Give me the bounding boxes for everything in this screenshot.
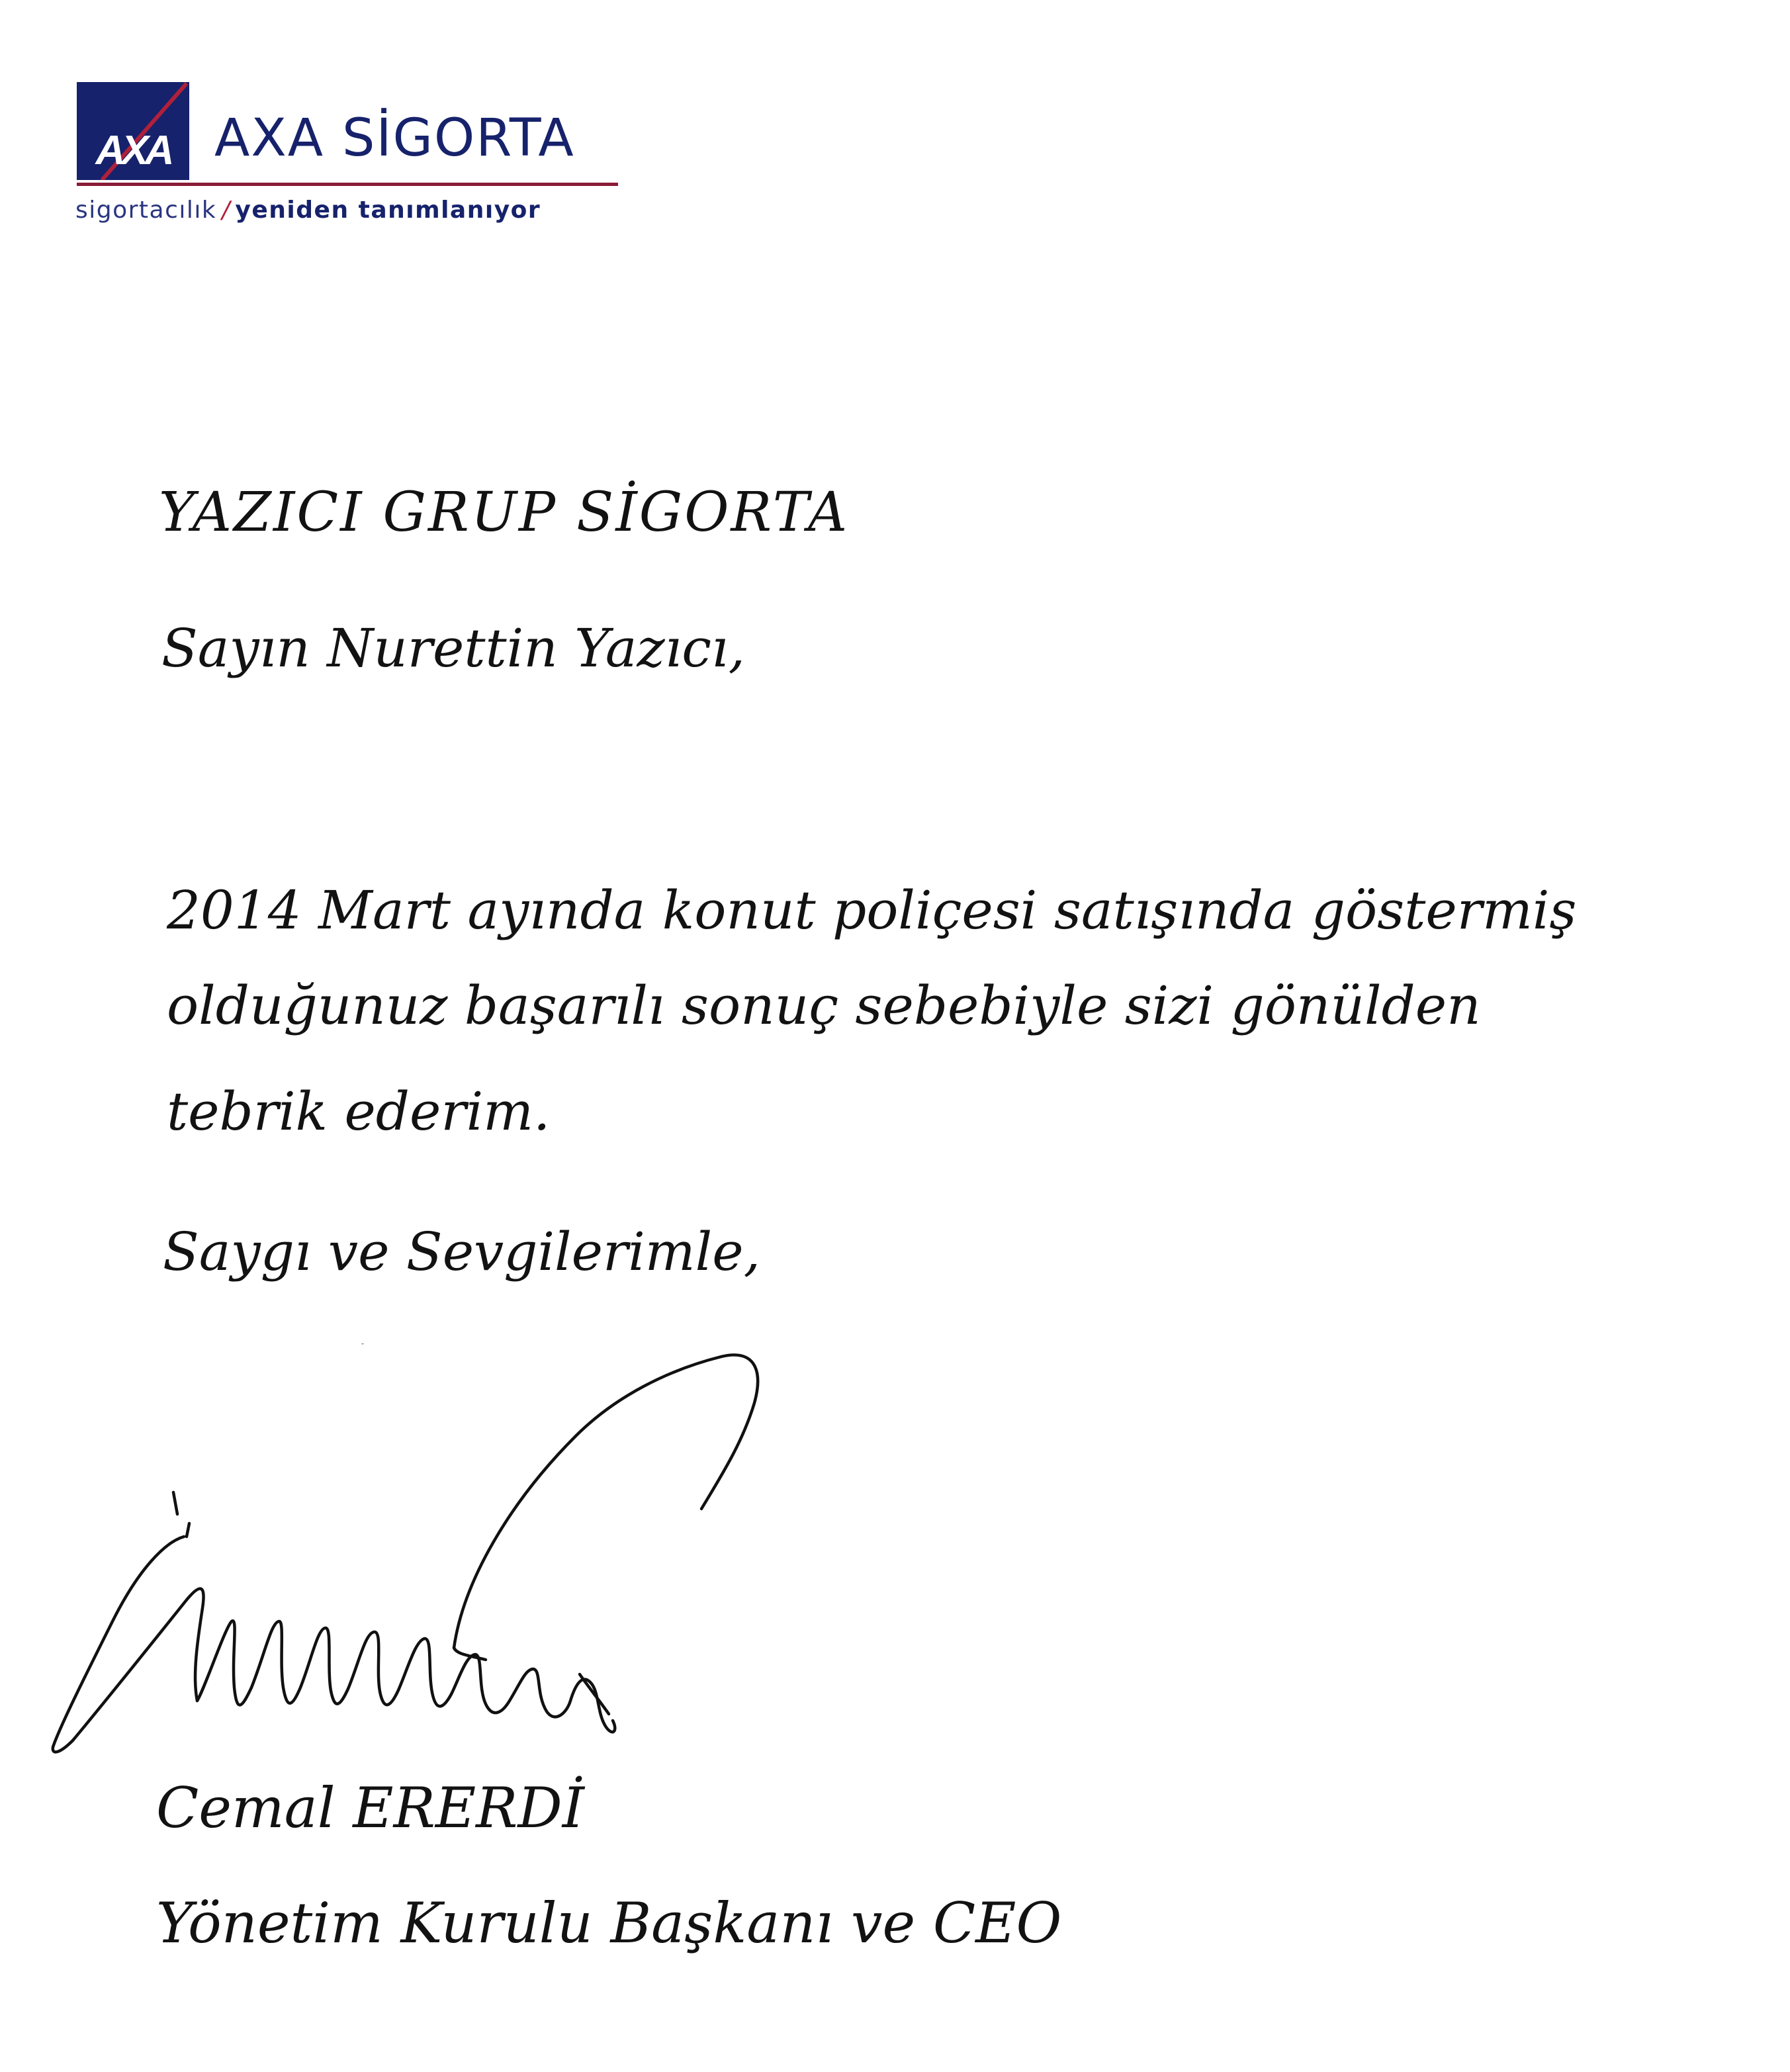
signer-title: Yönetim Kurulu Başkanı ve CEO bbox=[156, 1891, 1062, 1956]
recipient-company: YAZICI GRUP SİGORTA bbox=[159, 481, 850, 544]
brand-divider bbox=[77, 183, 618, 186]
body-line: olduğunuz başarılı sonuç sebebiyle sizi gönülden bbox=[167, 975, 1481, 1036]
letterhead bbox=[73, 78, 622, 237]
body-line: 2014 Mart ayında konut poliçesi satışında göstermiş bbox=[167, 879, 1577, 941]
tagline-light-text: sigortacılık bbox=[75, 197, 217, 224]
tagline-slash: / bbox=[222, 197, 230, 224]
axa-logo bbox=[77, 82, 189, 180]
svg-text:AXA: AXA bbox=[95, 128, 171, 173]
handwritten-signature bbox=[33, 1343, 761, 1767]
tagline-bold-text: yeniden tanımlanıyor bbox=[235, 197, 541, 224]
brand-name: AXA SİGORTA bbox=[214, 109, 575, 168]
salutation: Sayın Nurettin Yazıcı, bbox=[161, 617, 746, 679]
body-line: tebrik ederim. bbox=[167, 1081, 551, 1142]
closing-line: Saygı ve Sevgilerimle, bbox=[163, 1221, 761, 1283]
signer-name: Cemal ERERDİ bbox=[156, 1776, 584, 1840]
brand-tagline bbox=[75, 199, 541, 222]
